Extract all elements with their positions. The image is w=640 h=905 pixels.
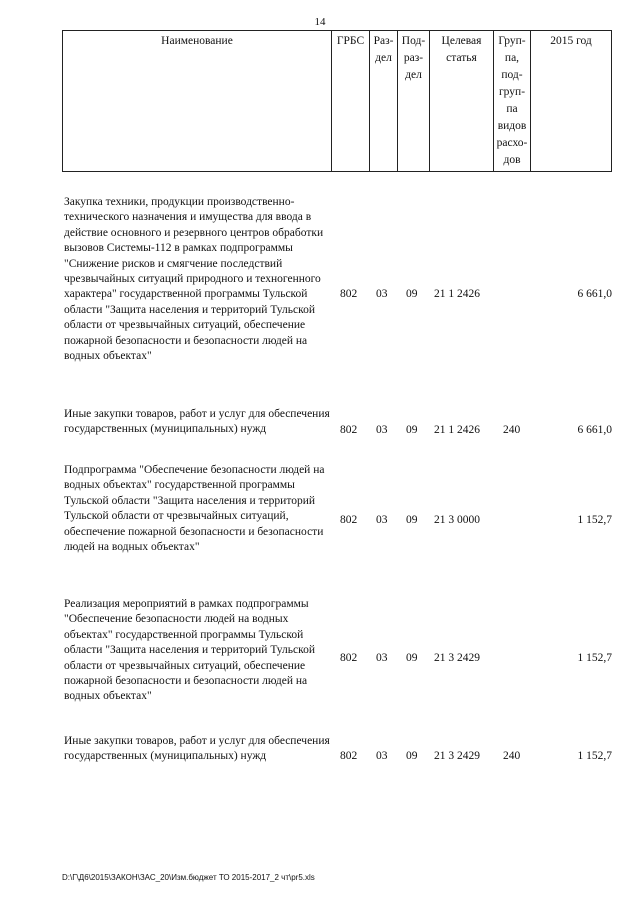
row-name: Подпрограмма "Обеспечение безопасности людей на водных объектах" государственной программы Тульской области "Защита населения и территорий Тульской области от чрезвычайных ситуаций, обеспечение пожарной безопасности и безопасности людей на водных объектах": [64, 464, 325, 554]
row-name: Реализация мероприятий в рамках подпрограммы "Обеспечение безопасности людей на водных объектах" государственной программы Тульской области "Защита населения и территорий Тульской области от чрезвычайных ситуаций, обеспечение пожарной безопасности и безопасности людей на водных объектах": [64, 598, 316, 703]
row-name: Закупка техники, продукции производственно-технического назначения и имущества для ввода в действие основного и резервного центров обработки вызовов Системы-112 в рамках подпрограммы "Снижение рисков и смягчение последствий чрезвычайных ситуаций природного и техногенного характера" государственной программы Тульской области "Защита населения и территорий Тульской области от чрезвычайных ситуаций, обеспечение пожарной безопасности и безопасности людей на водных объектах": [64, 196, 324, 363]
row-podrazdel: 09: [406, 288, 418, 300]
page-number: 14: [314, 16, 326, 28]
header-grbs: ГРБС: [331, 31, 369, 171]
header-year: 2015 год: [530, 31, 611, 171]
header-gruppa: Груп- па, под- груп- па видов расхо- дов: [493, 31, 530, 171]
row-celevaya: 21 1 2426: [434, 424, 480, 436]
row-sum: 6 661,0: [577, 424, 612, 436]
footer-file-path: D:\Г\Д6\2015\ЗАКОН\ЗАС_20\Изм.бюджет ТО 2015-2017_2 чт\pr5.xls: [62, 873, 315, 882]
table-row: [62, 597, 612, 722]
row-grbs: 802: [340, 652, 358, 664]
row-razdel: 03: [376, 514, 388, 526]
row-grbs: 802: [340, 424, 358, 436]
row-podrazdel: 09: [406, 652, 418, 664]
row-razdel: 03: [376, 750, 388, 762]
header-razdel: Раз- дел: [369, 31, 397, 171]
row-name: Иные закупки товаров, работ и услуг для обеспечения государственных (муниципальных) нужд: [64, 408, 330, 436]
row-grbs: 802: [340, 514, 358, 526]
row-podrazdel: 09: [406, 424, 418, 436]
row-grbs: 802: [340, 750, 358, 762]
row-vr: 240: [503, 424, 521, 436]
table-row: [62, 195, 612, 395]
table-row: [62, 734, 612, 784]
row-sum: 1 152,7: [577, 514, 612, 526]
row-grbs: 802: [340, 288, 358, 300]
row-sum: 1 152,7: [577, 750, 612, 762]
row-razdel: 03: [376, 288, 388, 300]
table-row: [62, 407, 612, 457]
row-celevaya: 21 3 0000: [434, 514, 480, 526]
row-podrazdel: 09: [406, 750, 418, 762]
table-row: [62, 463, 612, 583]
row-celevaya: 21 3 2429: [434, 652, 480, 664]
row-name: Иные закупки товаров, работ и услуг для обеспечения государственных (муниципальных) нужд: [64, 735, 330, 763]
row-razdel: 03: [376, 652, 388, 664]
row-celevaya: 21 3 2429: [434, 750, 480, 762]
row-razdel: 03: [376, 424, 388, 436]
table-header: [62, 30, 612, 172]
row-celevaya: 21 1 2426: [434, 288, 480, 300]
header-name: Наименование: [161, 35, 233, 47]
row-vr: 240: [503, 750, 521, 762]
row-sum: 1 152,7: [577, 652, 612, 664]
header-celevaya: Целевая статья: [429, 31, 493, 171]
row-sum: 6 661,0: [577, 288, 612, 300]
header-podrazdel: Под- раз- дел: [397, 31, 429, 171]
row-podrazdel: 09: [406, 514, 418, 526]
